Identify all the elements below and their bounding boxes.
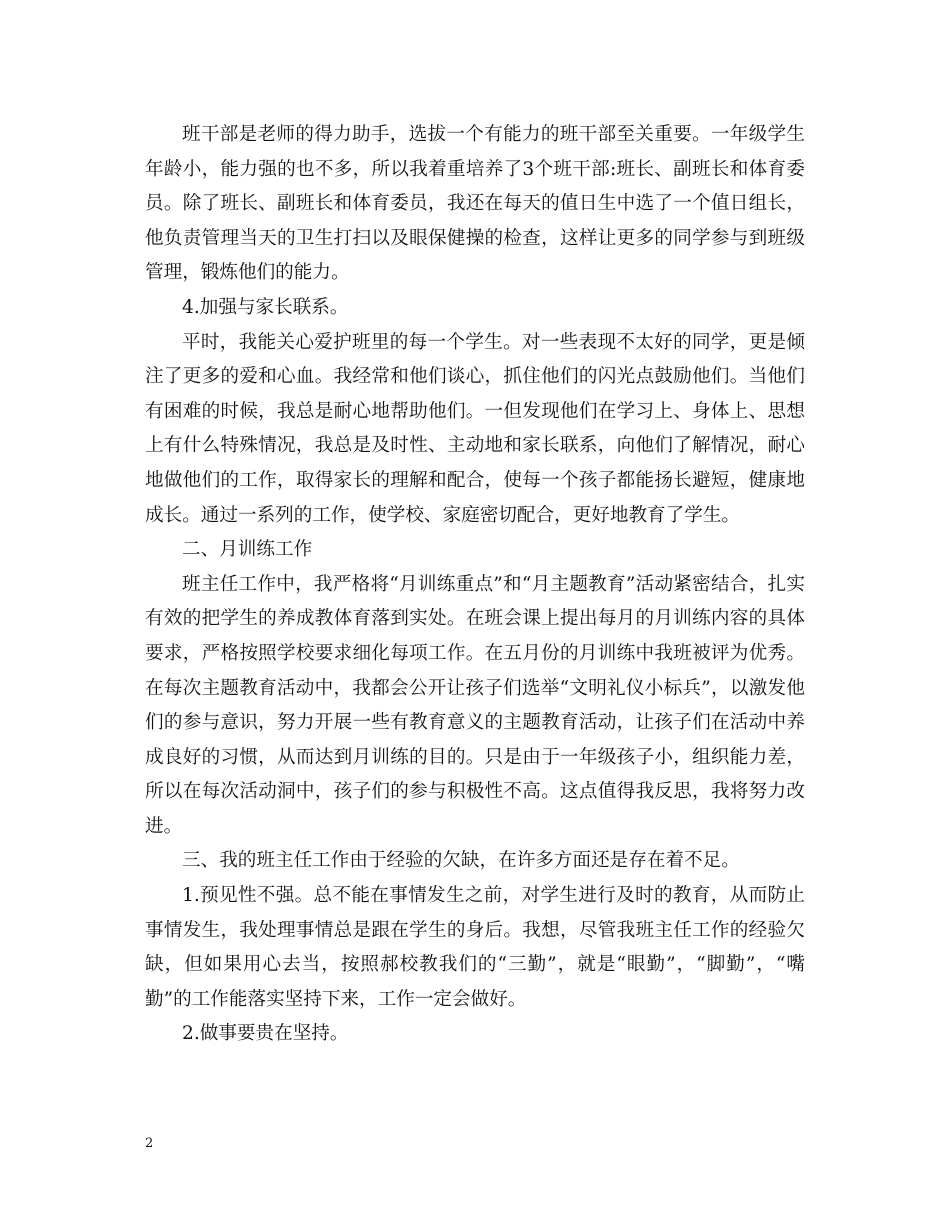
paragraph-heading-monthly-training: 二、月训练工作 <box>182 539 313 561</box>
paragraph-foresight: 1.预见性不强。总不能在事情发生之前，对学生进行及时的教育，从而防止事情发生，我处理事情总是跟在学生的身后。我想，尽管我班主任工作的经验欠缺，但如果用心去当，按照郝校教我们的“三勤”，就是“眼勤”，“脚勤”，“嘴勤”的工作能落实坚持下来，工作一定会做好。 <box>145 885 805 1010</box>
paragraph-monthly-training: 班主任工作中，我严格将“月训练重点”和“月主题教育”活动紧密结合，扎实有效的把学生的养成教体育落到实处。在班会课上提出每月的月训练内容的具体要求，严格按照学校要求细化每项工作。在五月份的月训练中我班被评为优秀。在每次主题教育活动中，我都会公开让孩子们选举“文明礼仪小标兵”，以激发他们的参与意识，努力开展一些有教育意义的主题教育活动，让孩子们在活动中养成良好的习惯，从而达到月训练的目的。只是由于一年级孩子小，组织能力差，所以在每次活动洞中，孩子们的参与积极性不高。这点值得我反思，我将努力改进。 <box>145 573 805 837</box>
paragraph-heading-parent-contact: 4.加强与家长联系。 <box>182 296 349 318</box>
page-number: 2 <box>145 1136 154 1151</box>
paragraph-caring-students: 平时，我能关心爱护班里的每一个学生。对一些表现不太好的同学，更是倾注了更多的爱和心血。我经常和他们谈心，抓住他们的闪光点鼓励他们。当他们有困难的时候，我总是耐心地帮助他们。一但发现他们在学习上、身体上、思想上有什么特殊情况，我总是及时性、主动地和家长联系，向他们了解情况，耐心地做他们的工作，取得家长的理解和配合，使每一个孩子都能扬长避短，健康地成长。通过一系列的工作，使学校、家庭密切配合，更好地教育了学生。 <box>145 331 805 526</box>
paragraph-heading-shortcomings: 三、我的班主任工作由于经验的欠缺，在许多方面还是存在着不足。 <box>182 850 740 872</box>
document-body <box>145 118 805 1052</box>
paragraph-persistence: 2.做事要贵在坚持。 <box>182 1023 349 1045</box>
paragraph-class-cadres: 班干部是老师的得力助手，选拔一个有能力的班干部至关重要。一年级学生年龄小，能力强的也不多，所以我着重培养了3个班干部:班长、副班长和体育委员。除了班长、副班长和体育委员，我还在每天的值日生中选了一个值日组长，他负责管理当天的卫生打扫以及眼保健操的检查，这样让更多的同学参与到班级管理，锻炼他们的能力。 <box>145 124 805 284</box>
